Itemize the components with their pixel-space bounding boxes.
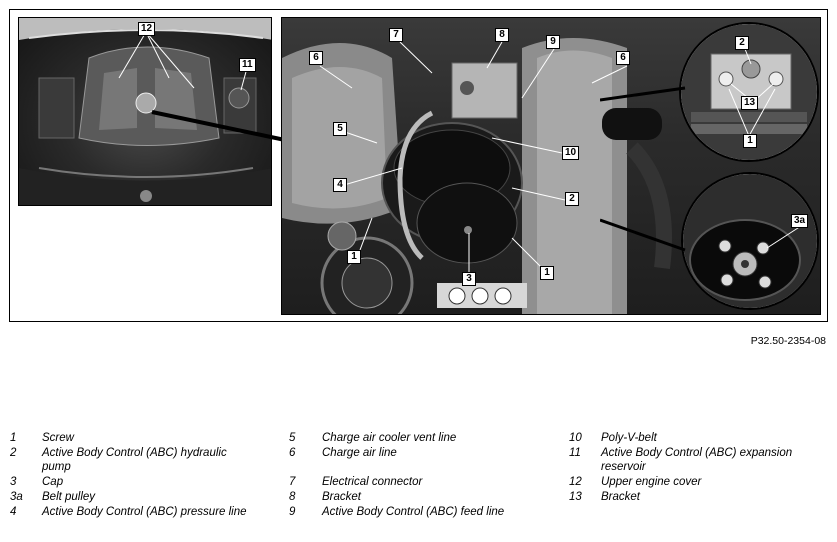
legend-item	[289, 431, 549, 445]
callout-2: 2	[565, 192, 579, 206]
bracket-detail-circle	[679, 22, 819, 162]
callout-11: 11	[239, 58, 256, 72]
legend-item-number: 7	[289, 476, 296, 488]
legend-item-text: Bracket	[322, 491, 361, 503]
belt-pulley-detail-circle	[681, 172, 819, 310]
callout-7: 7	[389, 28, 403, 42]
legend-item-number: 2	[10, 447, 17, 459]
callout-6-right: 6	[616, 51, 630, 65]
legend-item-number: 12	[569, 476, 582, 488]
callout-13: 13	[741, 96, 758, 110]
legend-column-1	[10, 431, 250, 520]
callout-3: 3	[462, 272, 476, 286]
legend-item-text: Upper engine cover	[601, 476, 702, 488]
legend-item	[10, 446, 250, 474]
callout-12: 12	[138, 22, 155, 36]
callout-8: 8	[495, 28, 509, 42]
legend-item-text: Electrical connector	[322, 476, 423, 488]
callout-6-left: 6	[309, 51, 323, 65]
legend-item-text: Poly-V-belt	[601, 432, 657, 444]
belt-pulley-detail-illustration	[683, 174, 817, 308]
legend-item	[569, 490, 809, 504]
callout-5: 5	[333, 122, 347, 136]
legend-item-text: Active Body Control (ABC) pressure line	[42, 506, 247, 518]
legend-item-number: 5	[289, 432, 296, 444]
legend-item	[289, 490, 549, 504]
legend-item-text: Belt pulley	[42, 491, 96, 503]
legend-item-text: Active Body Control (ABC) expansion reservoir	[601, 447, 793, 473]
legend-item-number: 1	[10, 432, 17, 444]
legend-item	[569, 446, 809, 474]
legend-item-text: Screw	[42, 432, 74, 444]
legend-item	[289, 505, 549, 519]
legend-item-number: 8	[289, 491, 296, 503]
legend-item	[10, 475, 250, 489]
legend-item-number: 3	[10, 476, 17, 488]
legend-item	[289, 446, 549, 460]
callout-1-left: 1	[347, 250, 361, 264]
legend-item-number: 11	[569, 447, 581, 459]
callout-2-detail: 2	[735, 36, 749, 50]
callout-1-detail: 1	[743, 134, 757, 148]
legend-item	[10, 431, 250, 445]
callout-3a: 3a	[791, 214, 808, 228]
legend-column-3	[569, 431, 809, 505]
legend-item-number: 3a	[10, 491, 23, 503]
legend-item	[10, 505, 250, 519]
legend-item-number: 9	[289, 506, 296, 518]
legend-item-text: Active Body Control (ABC) hydraulic pump	[42, 447, 227, 473]
inset-pointer-line	[150, 110, 290, 150]
callout-1-right: 1	[540, 266, 554, 280]
legend-item	[289, 475, 549, 489]
legend-item-number: 13	[569, 491, 582, 503]
legend-item-text: Cap	[42, 476, 64, 488]
legend-item-number: 4	[10, 506, 17, 518]
legend-item-text: Charge air line	[322, 447, 397, 459]
callout-4: 4	[333, 178, 347, 192]
detail-pointer-lines	[600, 80, 690, 260]
legend-item-text: Active Body Control (ABC) feed line	[322, 506, 505, 518]
legend-item-number: 10	[569, 432, 582, 444]
legend-item	[569, 475, 809, 489]
legend-item-text: Bracket	[601, 491, 640, 503]
legend-item-number: 6	[289, 447, 296, 459]
legend-item	[10, 490, 250, 504]
legend-item	[569, 431, 809, 445]
callout-9: 9	[546, 35, 560, 49]
legend-column-2	[289, 431, 549, 520]
legend-item-text: Charge air cooler vent line	[322, 432, 457, 444]
callout-10: 10	[562, 146, 579, 160]
figure-reference-code: P32.50-2354-08	[750, 335, 826, 347]
